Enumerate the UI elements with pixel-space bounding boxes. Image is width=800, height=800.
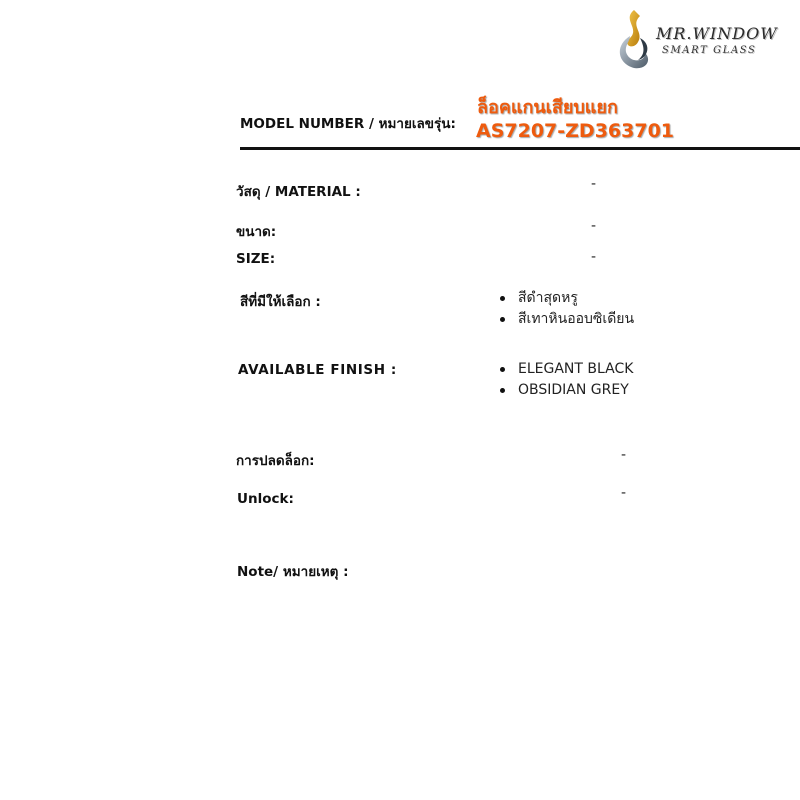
list-item: OBSIDIAN GREY: [498, 380, 633, 401]
flame-swirl-icon: [604, 6, 664, 74]
brand-tagline: SMART GLASS: [662, 45, 757, 56]
product-name: ล็อคแกนเสียบแยก: [477, 97, 618, 118]
unlock-th-value: -: [621, 447, 627, 463]
colors-th-label: สีที่มีให้เลือก :: [240, 294, 321, 310]
list-item: สีเทาหินออบซิเดียน: [498, 309, 634, 330]
colors-th-list: [498, 288, 634, 330]
size-th-value: -: [591, 218, 597, 234]
material-value: -: [591, 176, 597, 192]
unlock-en-label: Unlock:: [237, 491, 294, 507]
list-item: สีดำสุดหรู: [498, 288, 634, 309]
list-item: ELEGANT BLACK: [498, 359, 633, 380]
unlock-th-label: การปลดล็อก:: [236, 453, 315, 469]
model-code: AS7207-ZD363701: [476, 120, 675, 142]
header-divider: [240, 147, 800, 150]
unlock-en-value: -: [621, 485, 627, 501]
finish-en-list: [498, 359, 633, 401]
material-label: วัสดุ / MATERIAL :: [236, 184, 361, 200]
size-en-value: -: [591, 249, 597, 265]
model-number-label: MODEL NUMBER / หมายเลขรุ่น:: [240, 116, 456, 132]
size-th-label: ขนาด:: [236, 224, 277, 240]
finish-en-label: AVAILABLE FINISH :: [238, 362, 397, 378]
note-label: Note/ หมายเหตุ :: [237, 564, 349, 580]
brand-logo: [604, 6, 800, 74]
brand-name: MR.WINDOW: [656, 24, 778, 43]
size-en-label: SIZE:: [236, 251, 276, 267]
